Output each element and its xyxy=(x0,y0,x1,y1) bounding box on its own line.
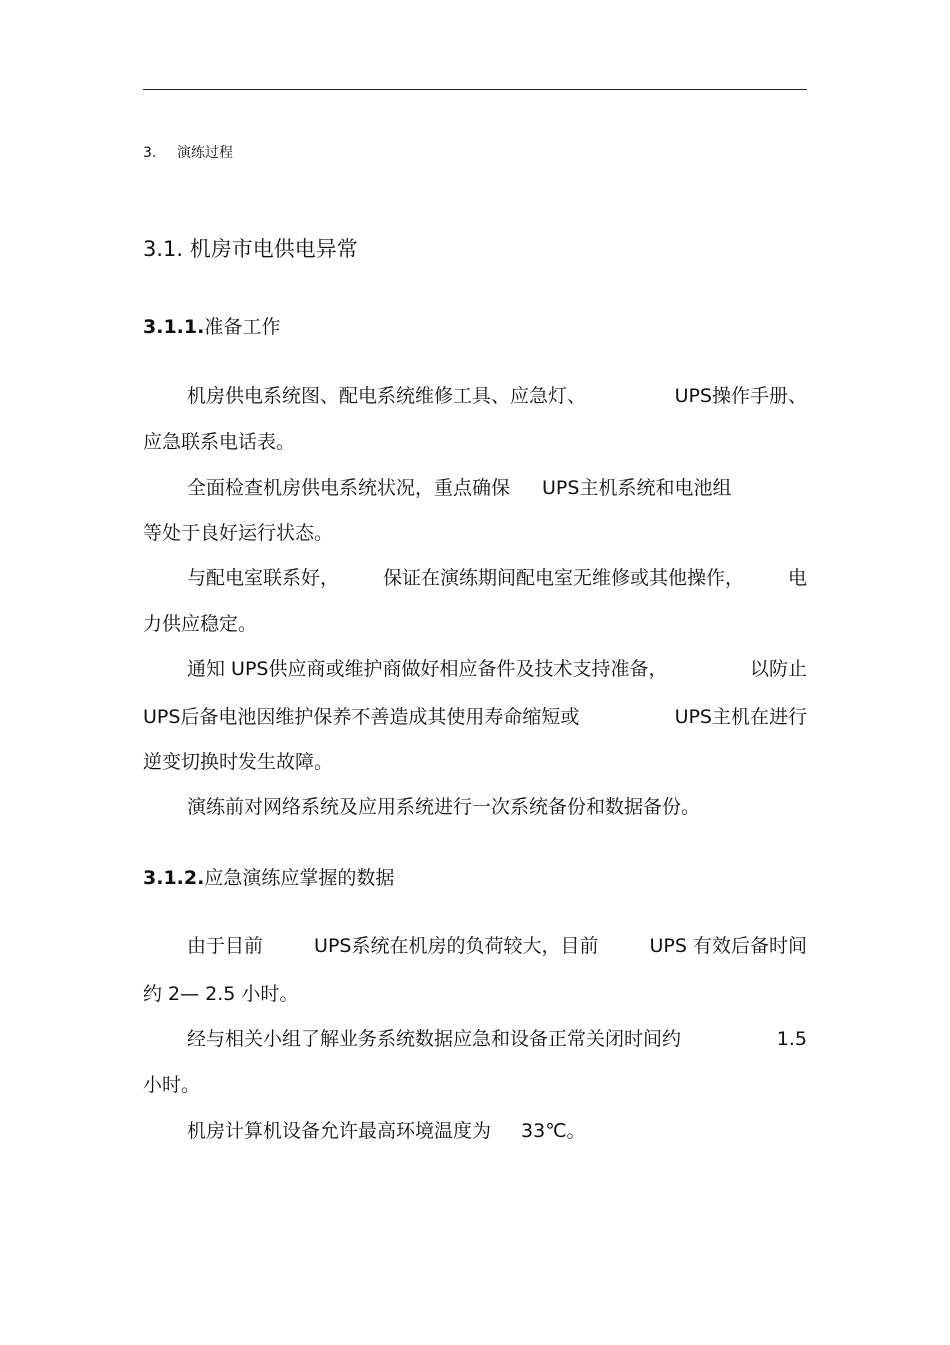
text-segment: 以防止 xyxy=(749,658,807,680)
section-heading xyxy=(143,144,233,162)
text-segment: 约 2— 2.5 小时。 xyxy=(143,983,299,1005)
text-segment: 经与相关小组了解业务系统数据应急和设备正常关闭时间约 xyxy=(187,1028,682,1050)
header-rule xyxy=(143,89,807,90)
heading-number: 3.1.2. xyxy=(143,867,205,889)
text-segment: 全面检查机房供电系统状况，重点确保 xyxy=(187,477,511,499)
text-segment: UPS主机系统和电池组 xyxy=(542,477,732,499)
text-segment: UPS操作手册、 xyxy=(674,385,807,407)
heading-title: 准备工作 xyxy=(204,316,281,338)
text-segment: UPS主机在进行 xyxy=(674,706,807,728)
paragraph-line xyxy=(187,564,807,592)
heading-title: 应急演练应掌握的数据 xyxy=(204,867,395,889)
paragraph-line xyxy=(143,610,807,638)
text-segment: 保证在演练期间配电室无维修或其他操作， xyxy=(382,567,744,589)
paragraph-line xyxy=(143,980,807,1008)
text-segment: 电 xyxy=(787,567,807,589)
paragraph-line xyxy=(143,703,807,731)
paragraph-line xyxy=(143,428,807,456)
paragraph-line xyxy=(187,382,807,410)
paragraph-line xyxy=(187,1025,807,1053)
subsubsection-heading-prep xyxy=(143,314,280,340)
paragraph-line xyxy=(143,1071,807,1099)
heading-number: 3.1.1. xyxy=(143,316,205,338)
paragraph-line xyxy=(187,793,807,821)
text-segment: 与配电室联系好， xyxy=(187,567,340,589)
paragraph-line xyxy=(143,519,807,547)
subsubsection-heading-data xyxy=(143,865,394,891)
text-segment: 力供应稳定。 xyxy=(143,613,258,635)
text-segment: 小时。 xyxy=(143,1074,201,1096)
paragraph-line xyxy=(187,932,807,960)
text-segment: 机房计算机设备允许最高环境温度为 xyxy=(187,1120,492,1142)
text-segment: 由于目前 xyxy=(187,935,264,957)
section-number: 3. xyxy=(143,145,157,161)
paragraph-line xyxy=(187,474,807,502)
text-segment: UPS后备电池因维护保养不善造成其使用寿命缩短或 xyxy=(143,706,580,728)
text-segment: 1.5 xyxy=(776,1028,807,1050)
paragraph-line xyxy=(187,1117,807,1145)
section-title: 演练过程 xyxy=(177,145,233,161)
text-segment: UPS系统在机房的负荷较大，目前 xyxy=(314,935,599,957)
text-segment: 逆变切换时发生故障。 xyxy=(143,751,334,773)
subsection-heading: 3.1. 机房市电供电异常 xyxy=(143,237,358,261)
paragraph-line xyxy=(187,655,807,683)
text-segment: 通知 UPS供应商或维护商做好相应备件及技术支持准备， xyxy=(187,658,668,680)
text-segment: 机房供电系统图、配电系统维修工具、应急灯、 xyxy=(187,385,587,407)
text-segment: 应急联系电话表。 xyxy=(143,431,296,453)
paragraph-line xyxy=(143,748,807,776)
text-segment: 等处于良好运行状态。 xyxy=(143,522,334,544)
text-segment: UPS 有效后备时间 xyxy=(649,935,807,957)
text-segment: 演练前对网络系统及应用系统进行一次系统备份和数据备份。 xyxy=(187,796,701,818)
text-segment: 33℃。 xyxy=(521,1120,586,1142)
